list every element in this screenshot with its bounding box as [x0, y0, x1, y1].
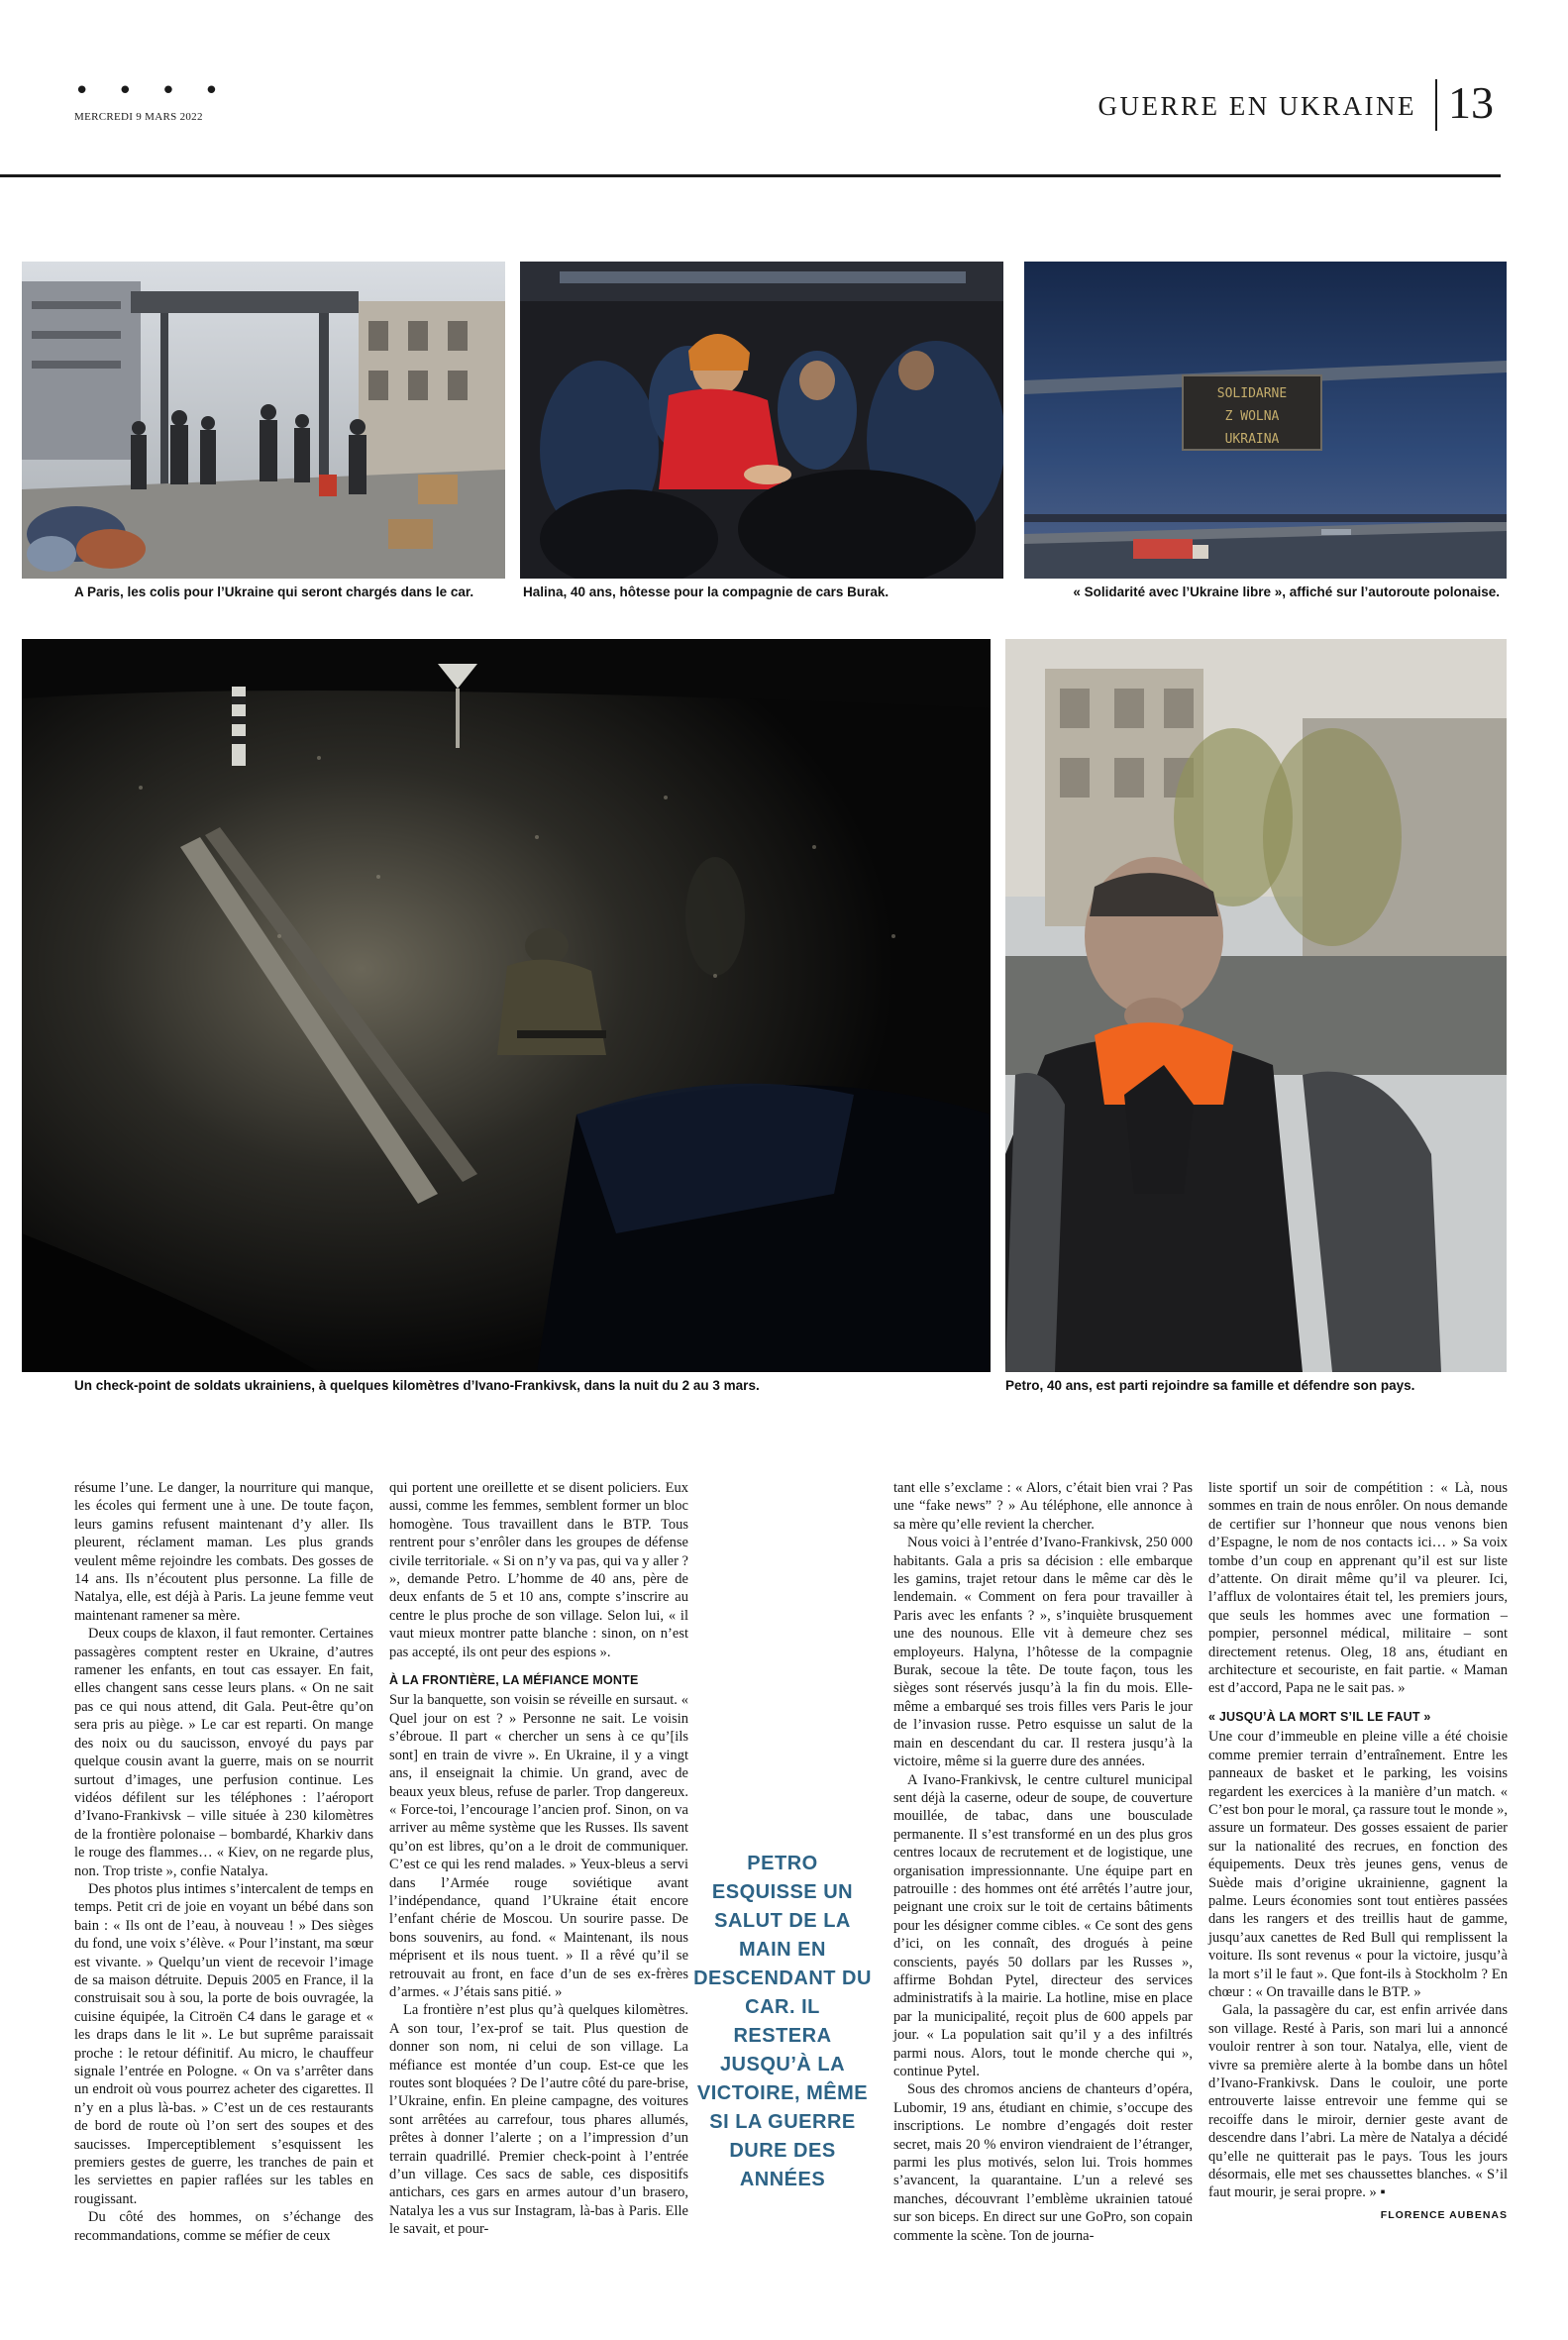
col1-paragraph: résume l’une. Le danger, la nourriture qui manque, les écoles qui ferment une à une. De toute façon, leurs gamins refusent maintenant d’y aller. Ils pleurent, réclament maman. Les plus grands veulent même rejoindre les combats. Des gosses de 14 ans. Ils n’écoutent plus personne. La fille de Natalya, elle, est déjà à Paris. La jeune femme veut maintenant ramener sa mère.: [74, 1480, 373, 1624]
col1-paragraph: Du côté des hommes, on s’échange des recommandations, comme se méfier de ceux: [74, 2209, 373, 2244]
caption-paris: A Paris, les colis pour l’Ukraine qui seront chargés dans le car.: [74, 585, 474, 599]
col1-paragraph: Deux coups de klaxon, il faut remonter. Certaines passagères comptent rester en Ukraine, d’autres ramener les enfants, en tout cas essayer. En fait, elles changent sans cesse leurs plans. « On ne sait pas ce qui nous attend, dit Gala. Peut-être qu’on sera pris au piège. » Le car est reparti. On mange des noix ou du saucisson, envoyé du pays par quelque cousin avant la guerre, mais on se nourrit surtout d’images, une perfusion continue. Les vidéos défilent sur les téléphones : l’aéroport d’Ivano-Frankivsk – ville située à 230 kilomètres de la frontière polonaise – bombardé, Kharkiv dans le rouge des flammes… « Kiev, on ne regarde plus, non. Trop triste », confie Natalya.: [74, 1626, 373, 1879]
col4-paragraph: Gala, la passagère du car, est enfin arrivée dans son village. Resté à Paris, son mari lui a annoncé vouloir rentrer à son tour. Natalya, elle, vient de vivre sa première alerte à la bombe dans un hôtel d’Ivano-Frankivsk. Dans le couloir, une porte entrouverte laisse entrevoir une femme qui se recoiffe dans le miroir, dernier geste avant de descendre dans l’abri. La mère de Natalya a décidé qu’elle ne quitterait pas le pays. Tous les jours désormais, elle met ses chaussettes blanches. « S’il faut mourir, je serai propre. » ▪: [1208, 2002, 1508, 2201]
caption-bus: Halina, 40 ans, hôtesse pour la compagnie de cars Burak.: [523, 585, 889, 599]
issue-date: MERCREDI 9 MARS 2022: [74, 111, 203, 123]
author-signature: FLORENCE AUBENAS: [1380, 2208, 1508, 2221]
col3-paragraph: tant elle s’exclame : « Alors, c’était bien vrai ? Pas une “fake news” ? » Au téléphone, elle annonce à sa mère qu’elle revient la chercher.: [893, 1480, 1193, 1533]
photo-checkpoint-night: [22, 639, 991, 1372]
col2-subheading: À LA FRONTIÈRE, LA MÉFIANCE MONTE: [389, 1673, 639, 1688]
col2-paragraph: La frontière n’est plus qu’à quelques kilomètres. A son tour, l’ex-prof se tait. Plus question de donner son nom, ni celui de son village. La méfiance est montée d’un coup. Est-ce que les routes sont bloquées ? De l’autre côté du pare-brise, l’Ukraine, enfin. En pleine campagne, des voitures sont arrêtées au carrefour, tous phares allumés, prêtes à donner l’alerte ; on a l’impression d’un terrain quadrillé. Premier check-point à l’entrée d’un village. Ces sacs de sable, ces dispositifs antichars, ces gars en armes autour d’un brasero, Natalya les a vus sur Instagram, là-bas à Paris. Elle le savait, et pour-: [389, 2002, 688, 2238]
sign-line-2: Z WOLNA: [1224, 409, 1280, 424]
caption-checkpoint: Un check-point de soldats ukrainiens, à quelques kilomètres d’Ivano-Frankivsk, dans la nuit du 2 au 3 mars.: [74, 1378, 760, 1393]
caption-petro: Petro, 40 ans, est parti rejoindre sa famille et défendre son pays.: [1005, 1378, 1415, 1393]
col3-paragraph: Nous voici à l’entrée d’Ivano-Frankivsk, 250 000 habitants. Gala a pris sa décision : elle embarque les gamins, trajet retour dans le même car dès le lendemain. « Comment on fera pour travailler à Paris avec les enfants ? », s’inquiète brusquement une des nounous. Elle vit à demeure chez ses employeurs. Halyna, l’hôtesse de la compagnie Burak, secoue la tête. De toute façon, tous les sièges sont réservés jusqu’à la fin du mois. Elle-même a embarqué ses trois filles vers Paris le jour de l’invasion russe. Petro esquisse un salut de la main en descendant du car. Il restera jusqu’à la victoire, même si la guerre dure des années.: [893, 1535, 1193, 1770]
sign-line-1: SOLIDARNE: [1216, 386, 1288, 401]
section-title: GUERRE EN UKRAINE: [1098, 91, 1416, 121]
col1-paragraph: Des photos plus intimes s’intercalent de temps en temps. Petit cri de joie en voyant un bébé dans son bain : « Ils ont de l’eau, à nouveau ! » Des sièges du fond, une voix s’élève. « Pour l’instant, ma sœur est vivante. » Quelqu’un vient de recevoir l’image de sa maison détruite. Depuis 2005 en France, il la construisait sou à sou, la porte de bois ouvragée, la cuisine équipée, la Citroën C4 dans le garage et « les draps dans le lit ». Le but suprême paraissait proche : le retour définitif. Au micro, le chauffeur signale l’entrée en Pologne. « On va s’arrêter dans un endroit où vous pourrez acheter des cigarettes. Il n’y en a plus là-bas. » C’est un de ces restaurants de bord de route où l’on sert des soupes et des saucisses. Imperceptiblement s’esquissent les premiers gestes de guerre, les tranches de pain et les serviettes en papier raflées sur les tables en rougissant.: [74, 1880, 373, 2207]
col3-paragraph: A Ivano-Frankivsk, le centre culturel municipal sent déjà la caserne, odeur de soupe, de couverture mouillée, de tabac, dans une bousculade permanente. Il s’est transformé en un des plus gros centres locaux de recrutement et de logistique, une organisation impressionnante. Une équipe part en patrouille : des hommes ont été arrêtés l’autre jour, peignant une croix sur le toit de certains bâtiments pour les désigner comme cibles. « Ce sont des gens d’ici, on les connaît, des drogués à peine conscients, payés 50 dollars par les Russes », affirme Bohdan Pytel, directeur des services administratifs à la mairie. La hotline, mise en place par la municipalité, reçoit plus de 600 appels par jour. « La population sait qu’il y a des infiltrés parmi nous. Alors, tout le monde cherche qui », continue Pytel.: [893, 1771, 1193, 2079]
header-divider: [1435, 79, 1437, 131]
sign-line-3: UKRAINA: [1224, 432, 1280, 447]
col4-paragraph: Une cour d’immeuble en pleine ville a été choisie comme premier terrain d’entraînement. Entre les panneaux de basket et le parking, les voisins regardent les exercices à la manière d’un match. « C’est bon pour le moral, ça rassure tout le monde », assure un formateur. Des gosses essaient de parier sur la nationalité des recrues, en fonction des équipements. Deux très jeunes gens, venus de Suède mais d’origine ukrainienne, gagnent la palme. Leurs économies sont tout entières passées dans les rangers et des treillis haut de gamme, jusqu’aux canettes de Red Bull qui remplissent la voiture. Ils sont revenus « pour la victoire, jusqu’à la mort s’il le faut ». Que font-ils à Stockholm ? En chœur : « On travaille dans le BTP. »: [1208, 1729, 1508, 2000]
photo-petro-portrait: [1005, 639, 1507, 1372]
article-column-3: [893, 1479, 1193, 2245]
caption-highway: « Solidarité avec l’Ukraine libre », affiché sur l’autoroute polonaise.: [1073, 585, 1500, 599]
article-column-2: [389, 1479, 688, 2239]
photo-paris-parcels: [22, 262, 505, 579]
col2-paragraph: Sur la banquette, son voisin se réveille en sursaut. « Quel jour on est ? » Personne ne sait. Le voisin s’ébroue. Il part « chercher un sens à ce qu’[ils sont] en train de vivre ». En Ukraine, il y a vingt ans, il enseignait la chimie. Un grand, avec de beaux yeux bleus, refuse de parler. Trop dangereux. « Force-toi, l’encourage l’ancien prof. Sinon, on va arriver au même système que les Russes. Ils savent qu’on est libres, qu’on a le droit de communiquer. C’est ce qui les rend malades. » Yeux-bleus a servi dans l’Armée rouge soviétique avant l’indépendance, quand l’Ukraine était encore l’enfant chérie de Moscou. Un sourire passe. De bons souvenirs, au fond. « Maintenant, ils nous méprisent et ils nous tuent. » Il a rêvé qu’il se retrouvait au front, en face d’un de ses ex-frères d’armes. « J’étais sans pitié. »: [389, 1692, 688, 2000]
col3-paragraph: Sous des chromos anciens de chanteurs d’opéra, Lubomir, 19 ans, étudiant en chimie, s’occupe des inscriptions. Le nombre d’engagés doit rester secret, mais 20 % environ viendraient de l’étranger, parmi les plus motivés, selon lui. Trois hommes s’avancent, la quarantaine. L’un a relevé ses manches, découvrant l’emblème ukrainien tatoué sur son biceps. En direct sur une GoPro, son copain commente la scène. Ton de journa-: [893, 2081, 1193, 2244]
header-rule: [0, 174, 1501, 177]
pull-quote: PETRO ESQUISSE UN SALUT DE LA MAIN EN DESCENDANT DU CAR. IL RESTERA JUSQU’À LA VICTOIRE, MÊME SI LA GUERRE DURE DES ANNÉES: [693, 1853, 872, 2190]
photo-highway-sign: [1024, 262, 1507, 579]
col4-subheading: « JUSQU’À LA MORT S’IL LE FAUT »: [1208, 1709, 1431, 1724]
article-column-1: [74, 1479, 373, 2245]
header-dots: • • • •: [74, 76, 230, 106]
article-column-4: [1208, 1479, 1508, 2224]
col4-paragraph: liste sportif un soir de compétition : « Là, nous sommes en train de nous enrôler. On nous demande de certifier sur l’honneur que nous venons bien d’Espagne, le nom de nos contacts ici… » Sa voix tombe d’un coup en apprenant qu’il est sur liste d’attente. On dirait même qu’il va pleurer. Ici, l’afflux de volontaires était tel, les premiers jours, que seuls les hommes avec une formation – pompier, personnel médical, militaire – sont directement retenus. Oleg, 18 ans, étudiant en architecture et secouriste, en fait partie. « Maman est d’accord, Papa ne le sait pas. »: [1208, 1480, 1508, 1697]
col2-paragraph: qui portent une oreillette et se disent policiers. Eux aussi, comme les femmes, semblent former un bloc homogène. Tous travaillent dans le BTP. Tous rentrent pour s’enrôler dans les groupes de défense civile territoriale. « Si on n’y va pas, qui va y aller ? », demande Petro. L’homme de 40 ans, père de deux enfants de 5 et 10 ans, compte s’inscrire au centre le plus proche de son village. Selon lui, « il vaut mieux montrer patte blanche : sinon, on n’est pas accepté, ils ont peur des espions ».: [389, 1480, 688, 1660]
photo-bus-hostess: [520, 262, 1003, 579]
page-number: 13: [1448, 77, 1494, 128]
